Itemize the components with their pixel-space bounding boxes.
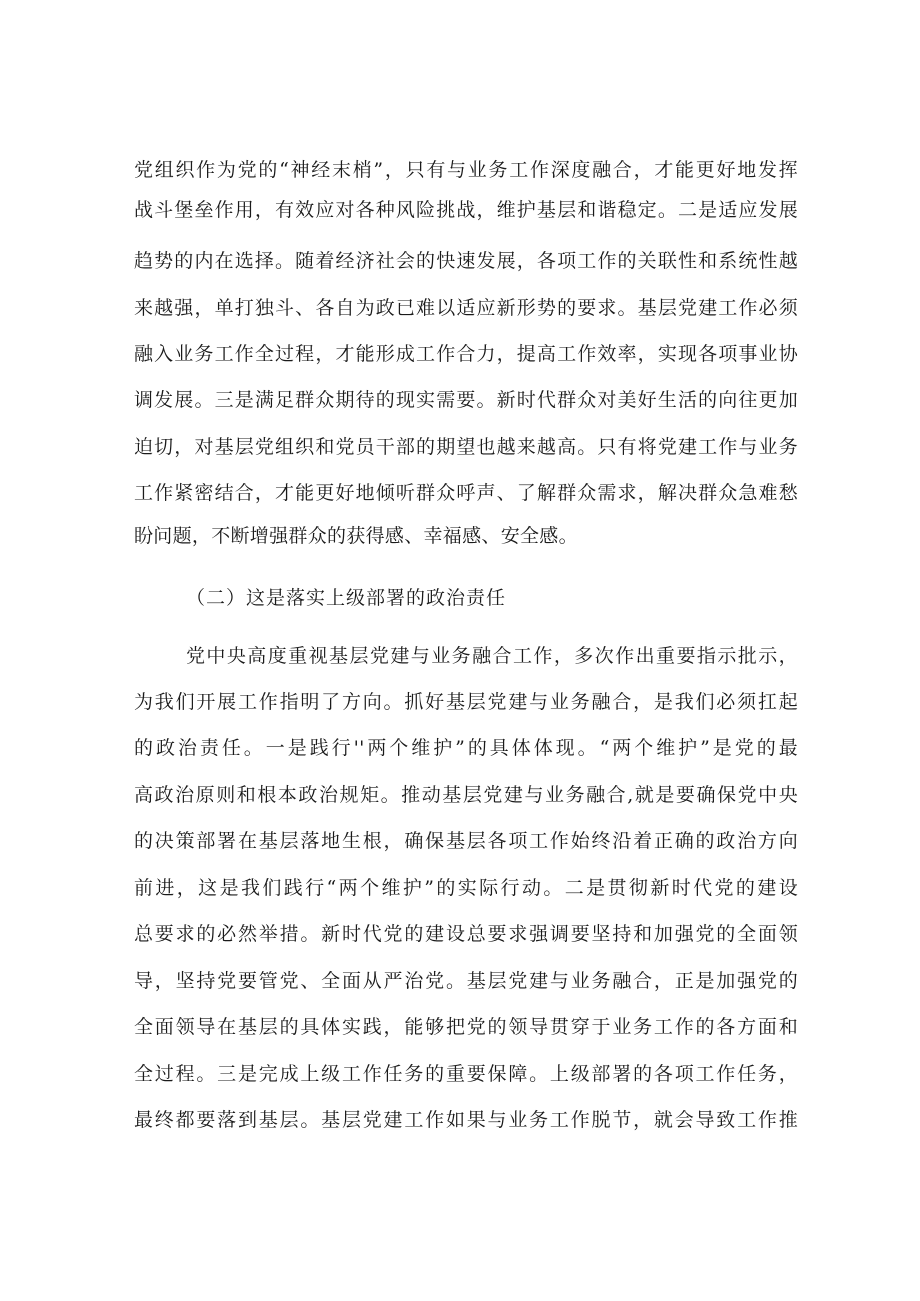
paragraph-line: 迫切，对基层党组织和党员干部的期望也越来越高。只有将党建工作与业务: [134, 436, 798, 458]
paragraph-line: 全过程。三是完成上级工作任务的重要保障。上级部署的各项工作任务，: [134, 1063, 798, 1085]
paragraph-line: 工作紧密结合，才能更好地倾听群众呼声、了解群众需求，解决群众急难愁: [134, 482, 798, 504]
paragraph-line: 盼问题，不断增强群众的获得感、幸福感、安全感。: [134, 525, 578, 547]
paragraph-line: 前进，这是我们践行“两个维护”的实际行动。二是贯彻新时代党的建设: [134, 877, 798, 899]
section-heading: （二）这是落实上级部署的政治责任: [186, 587, 507, 609]
paragraph-line: 融入业务工作全过程，才能形成工作合力，提高工作效率，实现各项事业协: [134, 343, 798, 365]
paragraph-line: 党中央高度重视基层党建与业务融合工作，多次作出重要指示批示，: [186, 645, 798, 667]
paragraph-line: 的决策部署在基层落地生根，确保基层各项工作始终沿着正确的政治方向: [134, 830, 798, 852]
paragraph-line: 的政治责任。一是践行''两个维护”的具体体现。“两个维护”是党的最: [134, 737, 798, 759]
paragraph-line: 党组织作为党的“神经末梢”，只有与业务工作深度融合，才能更好地发挥: [134, 159, 798, 181]
paragraph-line: 总要求的必然举措。新时代党的建设总要求强调要坚持和加强党的全面领: [134, 923, 798, 945]
paragraph-line: 为我们开展工作指明了方向。抓好基层党建与业务融合，是我们必须扛起: [134, 691, 798, 713]
paragraph-line: 高政治原则和根本政治规矩。推动基层党建与业务融合,就是要确保党中央: [134, 784, 798, 806]
paragraph-line: 调发展。三是满足群众期待的现实需要。新时代群众对美好生活的向往更加: [134, 389, 798, 411]
paragraph-line: 最终都要落到基层。基层党建工作如果与业务工作脱节，就会导致工作推: [134, 1109, 798, 1131]
paragraph-line: 导，坚持党要管党、全面从严治党。基层党建与业务融合，正是加强党的: [134, 970, 798, 992]
paragraph-line: 来越强，单打独斗、各自为政已难以适应新形势的要求。基层党建工作必须: [134, 297, 798, 319]
paragraph-line: 战斗堡垒作用，有效应对各种风险挑战，维护基层和谐稳定。二是适应发展: [134, 199, 798, 221]
paragraph-line: 全面领导在基层的具体实践，能够把党的领导贯穿于业务工作的各方面和: [134, 1016, 798, 1038]
paragraph-line: 趋势的内在选择。随着经济社会的快速发展，各项工作的关联性和系统性越: [134, 250, 798, 272]
